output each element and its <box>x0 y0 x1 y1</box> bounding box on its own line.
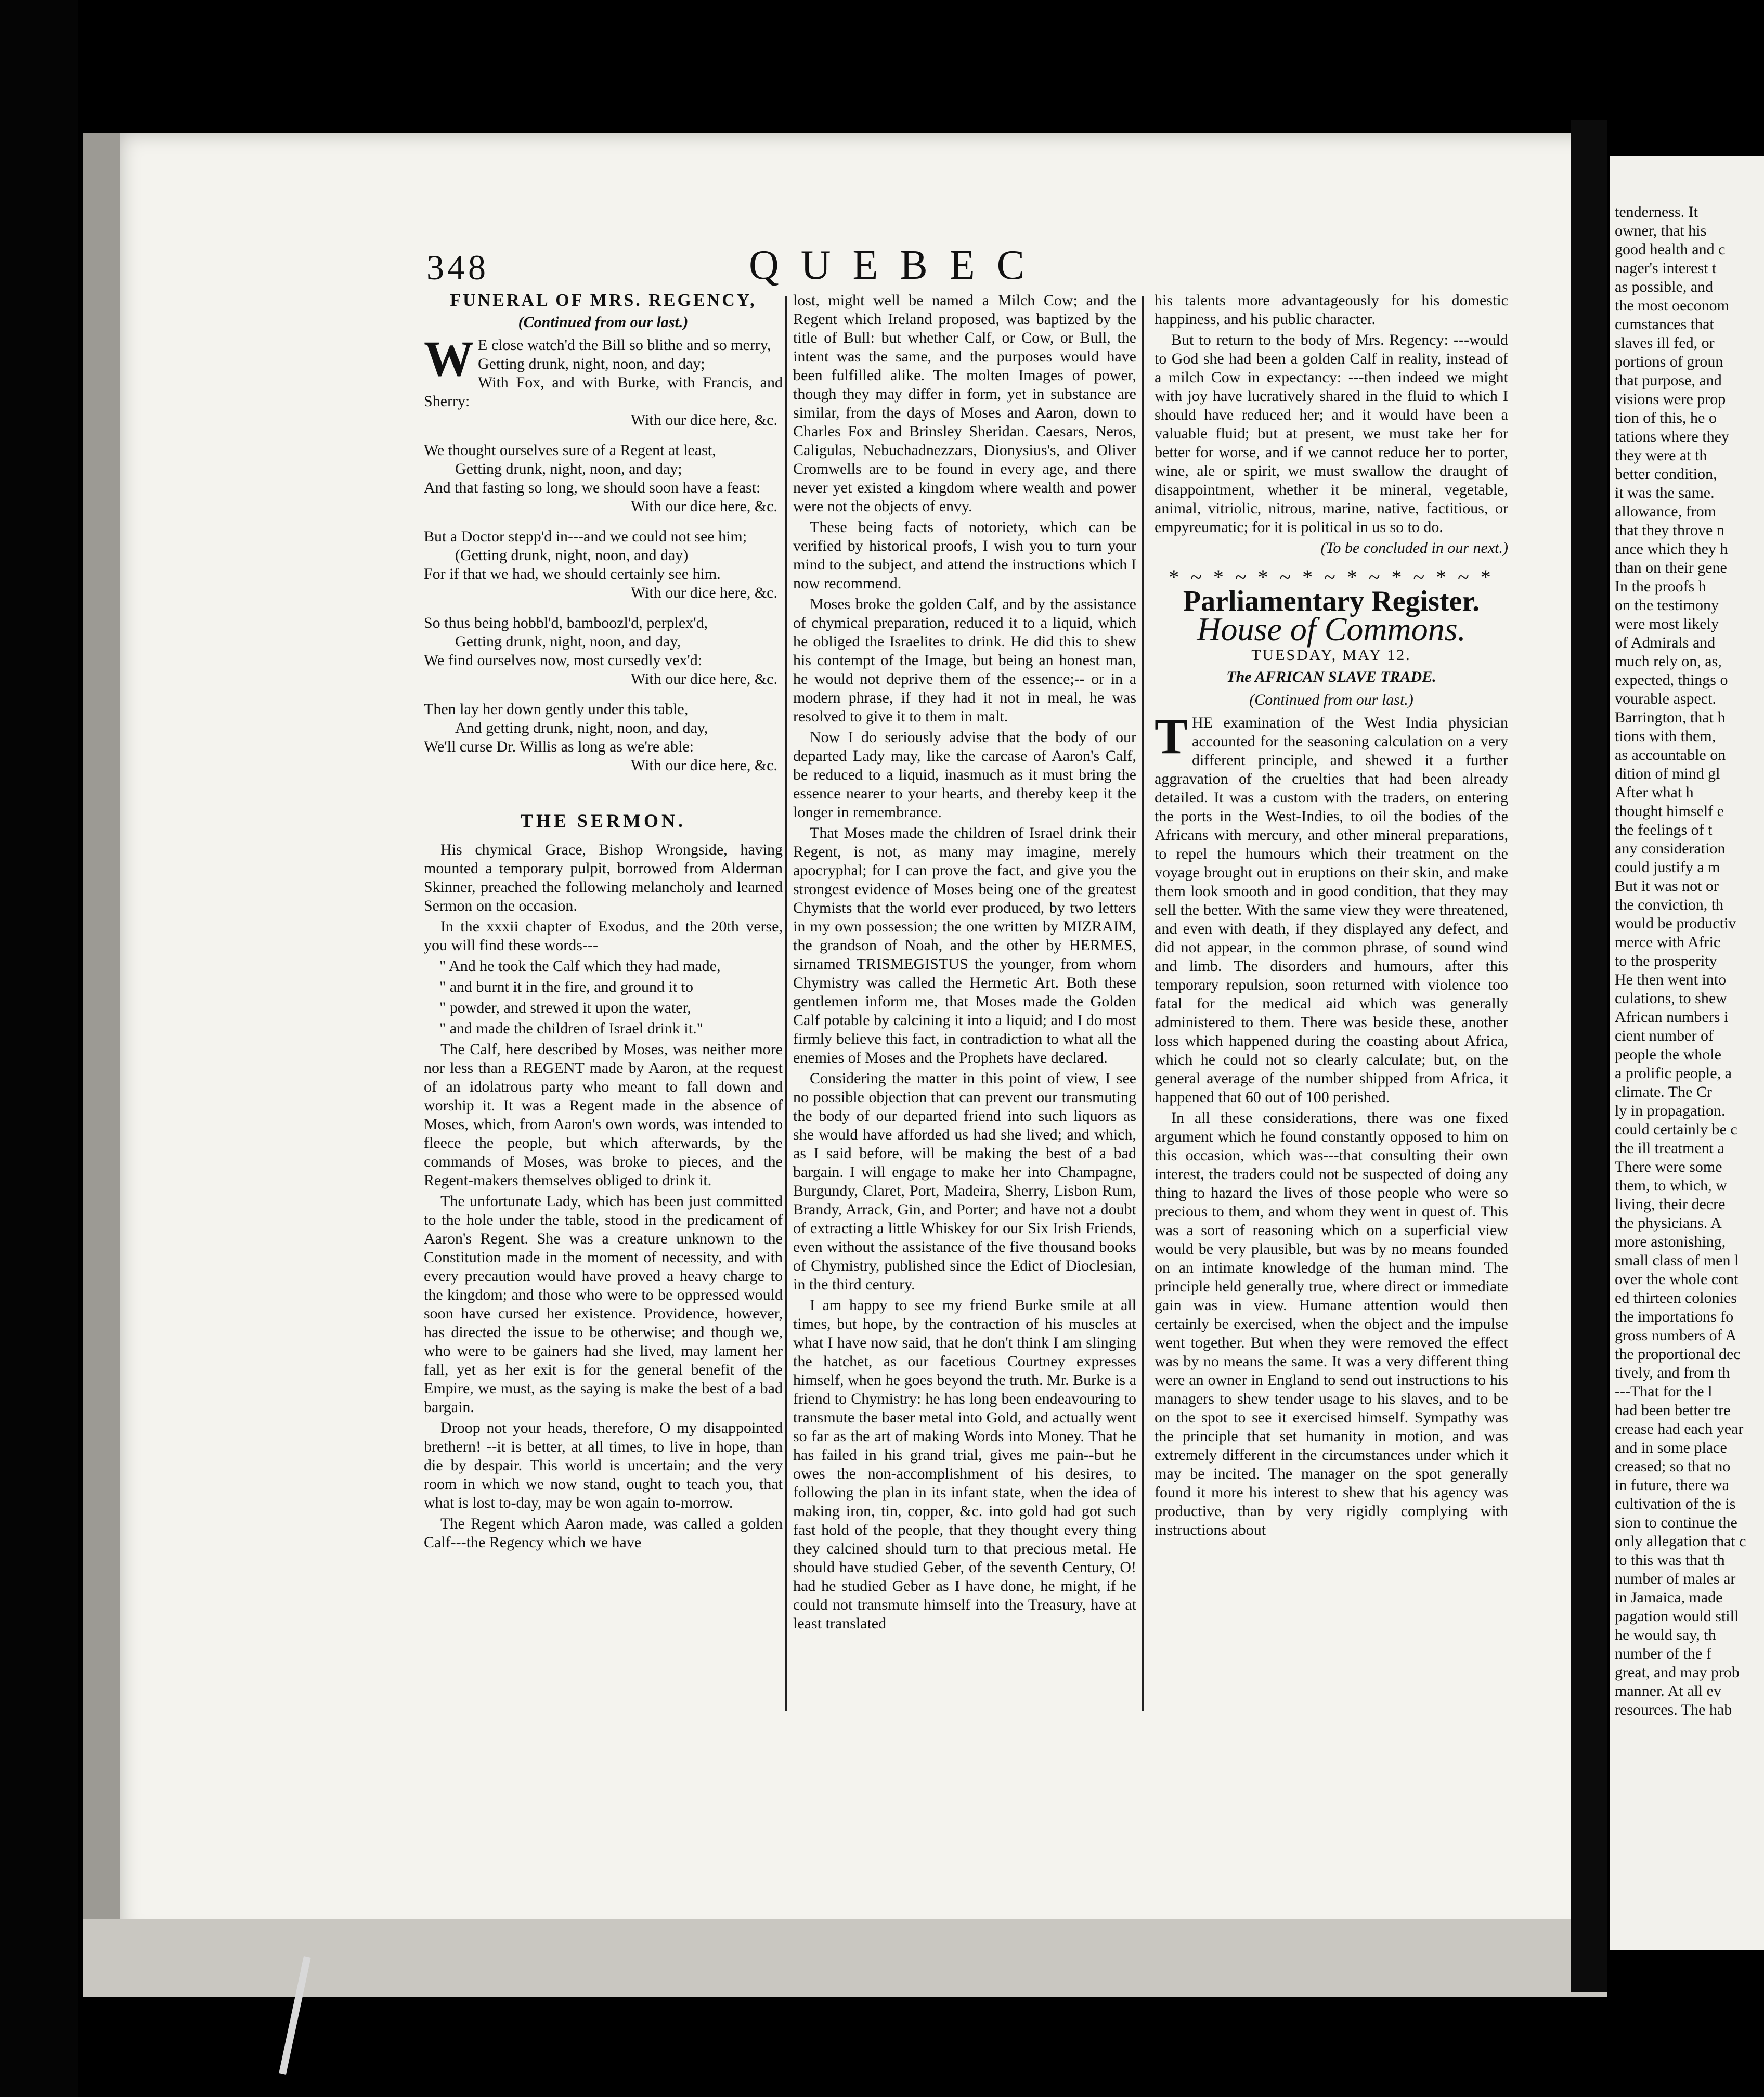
next-page-line: as accountable on <box>1615 746 1726 763</box>
drop-cap: W <box>424 331 474 386</box>
paragraph: But to return to the body of Mrs. Regency: ---would to God she had been a golden Calf in reality, instead of a milch Cow in expectancy: ---then indeed we might with joy have lucratively shared in the fluid to which I should have reduced her; and it would have been a valuable fluid; but at present, we must take her for better for worse, and if we cannot reduce her to porter, wine, ale or spirit, we must swallow the draught of disappointment, whether it be mineral, vegetable, animal, vitriolic, nitrous, marine, native, factitious, or empyreumatic; for it is political in us so to do. <box>1155 331 1508 536</box>
next-page-line: dition of mind gl <box>1615 765 1720 782</box>
next-page-line: culations, to shew <box>1615 990 1727 1007</box>
paragraph: The Calf, here described by Moses, was neither more nor less than a REGENT made by Aaron, at the request of an idolatrous party who meant to fall down and worship it. It was a Regent made in the absence of Moses, which, from Aaron's own words, was intended to fleece the people, but which afterwards, by the commands of Moses, was broke to pieces, and the Regent-makers themselves obliged to drink it. <box>424 1041 783 1189</box>
paragraph: Considering the matter in this point of view, I see no possible objection that can prevent our transmuting the body of our departed friend into such liquors as she would have afforded us had she lived; and which, as I said before, will be making the best of a bad bargain. I will engage to make her into Champagne, Burgundy, Claret, Port, Madeira, Sherry, Lisbon Rum, Brandy, Arrack, Gin, and Porter; and have not a doubt of extracting a little Whiskey for our Six Irish Friends, even without the assistance of the five thousand books of Chymistry, published since the Edict of Dioclesian, in the third century. <box>793 1070 1136 1293</box>
next-page-line: cumstances that <box>1615 316 1714 333</box>
page-edge <box>83 1919 1607 1997</box>
paragraph: Droop not your heads, therefore, O my disappointed brethern! --it is better, at all times, to live in hope, than die by despair. This world is uncertain; and the very room in which we now stand, ought to teach you, that what is lost to-day, may be won again to-morrow. <box>424 1419 783 1511</box>
next-page-line: portions of groun <box>1615 353 1723 370</box>
next-page-line: would be productiv <box>1615 915 1736 932</box>
paragraph: The Regent which Aaron made, was called a golden Calf---the Regency which we have <box>424 1515 783 1551</box>
next-page-line: He then went into <box>1615 971 1727 988</box>
poem <box>424 331 783 775</box>
paragraph: HE examination of the West India physician accounted for the seasoning calculation on a very different principle, and shewed it a further aggravation of the cruelties that had been already detailed. It was a custom with the traders, on entering the ports in the West-Indies, to oil the bodies of the Africans with mercury, and other mineral preparations, to repel the humours which their treatment on the voyage brought out in eruptions on their skin, and make them look smooth and in good condition, that they may sell the better. With the same view they were threatened, and even with death, if they displayed any defect, and did not appear, in the common phrase, of sound wind and limb. The disorders and humours, after this temporary repulsion, soon returned with violence too fatal for the medical aid which was generally administered to them. There was beside these, another loss which happened during the coasting about Africa, which he could not so clearly calculate; but, on the general average of the number shipped from Africa, it happened that 60 out of 100 perished. <box>1155 714 1508 1106</box>
verse-line: We find ourselves now, most cursedly vex'd: <box>424 652 703 669</box>
funeral-title: FUNERAL OF MRS. REGENCY, <box>450 291 757 310</box>
verse-line: But a Doctor stepp'd in---and we could not see him; <box>424 528 747 545</box>
next-page-line: expected, things o <box>1615 671 1728 689</box>
page-number: 348 <box>426 248 489 287</box>
next-page-line: ly in propagation. <box>1615 1102 1726 1119</box>
paragraph: Moses broke the golden Calf, and by the assistance of chymical preparation, reduced it to a liquid, which he obliged the Israelites to drink. He did this to shew his contempt of the Image, but being an honest man, he would not deprive them of the essence;-- or in a modern phrase, if they had it not in meal, he was resolved to give it to them in malt. <box>793 596 1136 725</box>
next-page-line: Barrington, that h <box>1615 709 1726 726</box>
next-page-fragment <box>1610 156 1764 1950</box>
next-page-column <box>1615 203 1764 1719</box>
next-page-line: gross numbers of A <box>1615 1327 1737 1344</box>
next-page-line: any consideration <box>1615 840 1726 857</box>
next-page-line: could justify a m <box>1615 859 1720 876</box>
quote-line: " and burnt it in the fire, and ground it to <box>439 978 693 995</box>
paragraph: his talents more advantageously for his domestic happiness, and his public character. <box>1155 292 1508 328</box>
sitting-date: TUESDAY, MAY 12. <box>1251 646 1411 664</box>
next-page-line: small class of men l <box>1615 1252 1739 1269</box>
next-page-line: visions were prop <box>1615 391 1726 408</box>
paragraph: That Moses made the children of Israel drink their Regent, is not, as many may imagine, merely apocryphal; for I can prove the fact, and give you the strongest evidence of Moses being one of the greatest Chymists that the world ever produced, by two letters in my own possession; the one written by MIZRAIM, the grandson of Noah, and the other by HERMES, sirnamed TRISMEGISTUS the younger, from whom Chymistry was called the Hermetic Art. Both these gentlemen inform me, that Moses made the Golden Calf potable by calcining it into a liquid; and I do most firmly believe this fact, in contradiction to what all the enemies of Moses and the Prophets have declared. <box>793 824 1136 1066</box>
paragraph: I am happy to see my friend Burke smile at all times, but hope, by the contraction of his muscles at what I have now said, that he don't think I am slinging the hatchet, as our facetious Courtney expresses himself, when he goes beyond the truth. Mr. Burke is a friend to Chymistry: he has long been endeavouring to transmute the baser metal into Gold, and actually went so far as the art of making Words into Money. That he has failed in his grand trial, gives me pain--but he owes the non-accomplishment of his desires, to following the plan in its infant state, when the idea of making iron, tin, copper, &c. into gold had got such fast hold of the people, that they thought every thing they calcined should turn to that precious metal. He should have studied Geber, of the seventh Century, O! had he studied Geber as I have done, he might, if he could not transmute himself into the Treasury, have at least translated <box>793 1297 1136 1632</box>
next-page-line: he would say, th <box>1615 1626 1716 1643</box>
verse-refrain: With our dice here, &c. <box>630 411 777 429</box>
next-page-line: tion of this, he o <box>1615 409 1717 426</box>
paragraph: The unfortunate Lady, which has been just committed to the hole under the table, stood in the predicament of Aaron's Regent. She was a creature unknown to the Constitution made in the moment of necessity, and with every precaution would have proved a heavy charge to the kingdom; and those who were to be oppressed would soon have cursed her existence. Providence, however, has directed the issue to be otherwise; and though we, who were to be gainers had she lived, may lament her fall, yet as her exit is for the general benefit of the Empire, we must, as the saying is make the best of a bad bargain. <box>424 1193 783 1416</box>
quote-line: " And he took the Calf which they had made, <box>439 957 721 975</box>
verse-line: With Fox, and with Burke, with Francis, and Sherry: <box>424 374 783 410</box>
column-rule <box>785 296 787 1711</box>
next-page-line: ---That for the l <box>1615 1383 1713 1400</box>
next-page-line: the physicians. A <box>1615 1214 1722 1232</box>
verse-line: Getting drunk, night, noon, and day, <box>455 633 681 650</box>
quote-line: " and made the children of Israel drink it." <box>439 1020 703 1037</box>
next-page-line: more astonishing, <box>1615 1233 1726 1250</box>
next-page-line: on the testimony <box>1615 597 1719 614</box>
next-page-line: it was the same. <box>1615 484 1715 501</box>
verse-line: We thought ourselves sure of a Regent at least, <box>424 442 716 459</box>
journal-title: QUEBEC <box>749 242 1046 288</box>
column-1 <box>424 291 783 1554</box>
next-page-line: number of males ar <box>1615 1570 1736 1587</box>
paragraph: Now I do seriously advise that the body of our departed Lady may, like the carcase of Aaron's Calf, be reduced to a liquid, inasmuch as it must bring the essence nearer to your hearts, and thereby keep it the longer in remembrance. <box>793 729 1136 821</box>
paragraph: These being facts of notoriety, which can be verified by historical proofs, I wish you to turn your mind to the subject, and attend the instructions which I now recommend. <box>793 519 1136 592</box>
verse-refrain: With our dice here, &c. <box>630 584 777 601</box>
next-page-line: only allegation that c <box>1615 1533 1746 1550</box>
next-page-line: After what h <box>1615 784 1694 801</box>
next-page-line: the ill treatment a <box>1615 1140 1724 1157</box>
next-page-line: that purpose, and <box>1615 372 1722 389</box>
next-page-line: sion to continue the <box>1615 1514 1737 1531</box>
next-page-line: the conviction, th <box>1615 896 1724 913</box>
verse-refrain: With our dice here, &c. <box>630 757 777 774</box>
film-border <box>0 0 78 2097</box>
next-page-line: number of the f <box>1615 1645 1711 1662</box>
next-page-line: a prolific people, a <box>1615 1065 1732 1082</box>
next-page-line: good health and c <box>1615 241 1726 258</box>
page-gutter <box>1571 120 1607 1992</box>
verse-line: Then lay her down gently under this table, <box>424 701 689 718</box>
next-page-line: merce with Afric <box>1615 934 1721 951</box>
house-heading: House of Commons. <box>1197 611 1466 648</box>
sermon-title: THE SERMON. <box>520 810 686 831</box>
paragraph: In all these considerations, there was one fixed argument which he found constantly opposed to him on this occasion, which was---that consulting their own interest, the traders could not be suspected of doing any thing to hazard the lives of those people who were so precious to them, and whom they went in quest of. This was a sort of reasoning which on a superficial view would be very plausible, but was by no means founded on an intimate knowledge of the human mind. The principle held generally true, where direct or immediate gain was in view. Humane attention would then certainly be exercised, when the object and the impulse went together. But when they were removed the effect was by no means the same. It was a very different thing were an owner in England to send out instructions to his managers to shew tender usage to his slaves, and to be on the spot to see it exercised himself. Sympathy was the principle that set humanity in motion, and was extremely different in the circumstances under which it may be incited. The manager on the spot generally found it more his interest to shew that his agency was productive, than by very rigidly complying with instructions about <box>1155 1109 1508 1538</box>
next-page-line: much rely on, as, <box>1615 653 1722 670</box>
column-3 <box>1155 291 1508 1542</box>
next-page-line: and in some place <box>1615 1439 1727 1456</box>
next-page-line: creased; so that no <box>1615 1458 1731 1475</box>
next-page-line: that they throve n <box>1615 522 1724 539</box>
next-page-line: climate. The Cr <box>1615 1083 1712 1101</box>
paragraph: His chymical Grace, Bishop Wrongside, having mounted a temporary pulpit, borrowed from Alderman Skinner, preached the following melancholy and learned Sermon on the occasion. <box>424 841 783 914</box>
register-heading: Parliamentary Register. <box>1183 585 1480 617</box>
next-page-line: crease had each year <box>1615 1420 1744 1438</box>
paragraph: lost, might well be named a Milch Cow; and the Regent which Ireland proposed, was baptized by the title of Bull: but whether Calf, or Cow, or Bull, the intent was the same, and the purposes would have been fulfilled alike. The molten Images of power, though they may differ in form, yet in substance are similar, from the days of Moses and Aaron, down to Charles Fox and Brinsley Sheridan. Caesars, Neros, Caligulas, Nebuchadnezzars, Dionysius's, and Oliver Cromwells are to be found in every age, and there never yet existed a kingdom where wealth and power were not the objects of envy. <box>793 292 1136 515</box>
to-be-concluded: (To be concluded in our next.) <box>1320 539 1508 556</box>
paragraph: In the xxxii chapter of Exodus, and the 20th verse, you will find these words--- <box>424 918 783 954</box>
next-page-line: than on their gene <box>1615 559 1727 576</box>
next-page-line: tively, and from th <box>1615 1364 1730 1381</box>
funeral-continued: (Continued from our last.) <box>518 314 689 331</box>
next-page-line: them, to which, w <box>1615 1177 1727 1194</box>
next-page-line: had been better tre <box>1615 1402 1731 1419</box>
next-page-line: resources. The hab <box>1615 1701 1732 1718</box>
next-page-line: ed thirteen colonies <box>1615 1289 1737 1306</box>
next-page-line: nager's interest t <box>1615 260 1717 277</box>
next-page-line: over the whole cont <box>1615 1271 1739 1288</box>
verse-line: E close watch'd the Bill so blithe and so merry, <box>478 336 771 354</box>
next-page-line: living, their decre <box>1615 1196 1726 1213</box>
next-page-line: vourable aspect. <box>1615 690 1716 707</box>
next-page-line: better condition, <box>1615 465 1717 483</box>
debate-continued: (Continued from our last.) <box>1249 691 1413 708</box>
drop-cap: T <box>1155 708 1188 764</box>
next-page-line: tenderness. It <box>1615 203 1698 221</box>
next-page-line: could certainly be c <box>1615 1121 1737 1138</box>
column-2 <box>793 291 1136 1635</box>
column-rule <box>1142 296 1144 1711</box>
verse-refrain: With our dice here, &c. <box>630 498 777 515</box>
next-page-line: to this was that th <box>1615 1551 1725 1569</box>
next-page-line: manner. At all ev <box>1615 1682 1721 1700</box>
next-page-line: were most likely <box>1615 615 1719 632</box>
next-page-line: the most oeconom <box>1615 297 1729 314</box>
scripture-quote <box>424 957 783 1038</box>
next-page-line: the feelings of t <box>1615 821 1713 838</box>
verse-line: Getting drunk, night, noon, and day; <box>455 460 682 477</box>
quote-line: " powder, and strewed it upon the water, <box>439 999 691 1016</box>
next-page-line: people the whole <box>1615 1046 1721 1063</box>
next-page-line: African numbers i <box>1615 1008 1729 1026</box>
verse-line: Getting drunk, night, noon, and day; <box>478 355 705 372</box>
next-page-line: as possible, and <box>1615 278 1714 295</box>
next-page-line: cultivation of the is <box>1615 1495 1736 1512</box>
next-page-line: allowance, from <box>1615 503 1716 520</box>
next-page-line: thought himself e <box>1615 802 1724 820</box>
next-page-line: the proportional dec <box>1615 1345 1741 1363</box>
next-page-line: they were at th <box>1615 447 1707 464</box>
next-page-line: tations where they <box>1615 428 1729 445</box>
next-page-line: ance which they h <box>1615 540 1728 558</box>
next-page-line: slaves ill fed, or <box>1615 334 1715 352</box>
verse-line: (Getting drunk, night, noon, and day) <box>455 547 689 564</box>
next-page-line: the importations fo <box>1615 1308 1734 1325</box>
verse-line: And getting drunk, night, noon, and day, <box>455 719 708 736</box>
next-page-line: tions with them, <box>1615 728 1716 745</box>
next-page-line: in Jamaica, made <box>1615 1589 1723 1606</box>
next-page-line: pagation would still <box>1615 1608 1739 1625</box>
next-page-line: in future, there wa <box>1615 1477 1729 1494</box>
next-page-line: In the proofs h <box>1615 578 1706 595</box>
debate-subject: The AFRICAN SLAVE TRADE. <box>1226 668 1436 685</box>
verse-line: And that fasting so long, we should soon have a feast: <box>424 479 761 496</box>
verse-line: For if that we had, we should certainly see him. <box>424 565 721 582</box>
next-page-line: to the prosperity <box>1615 952 1717 969</box>
verse-line: So thus being hobbl'd, bamboozl'd, perplex'd, <box>424 614 708 631</box>
verse-line: We'll curse Dr. Willis as long as we're able: <box>424 738 694 755</box>
verse-refrain: With our dice here, &c. <box>630 670 777 688</box>
next-page-line: of Admirals and <box>1615 634 1716 651</box>
ornament-divider: * ~ * ~ * ~ * ~ * ~ * ~ * ~ * <box>1169 565 1494 589</box>
next-page-line: But it was not or <box>1615 877 1719 895</box>
next-page-line: great, and may prob <box>1615 1664 1740 1681</box>
next-page-line: owner, that his <box>1615 222 1707 239</box>
next-page-line: There were some <box>1615 1158 1722 1175</box>
next-page-line: cient number of <box>1615 1027 1714 1044</box>
